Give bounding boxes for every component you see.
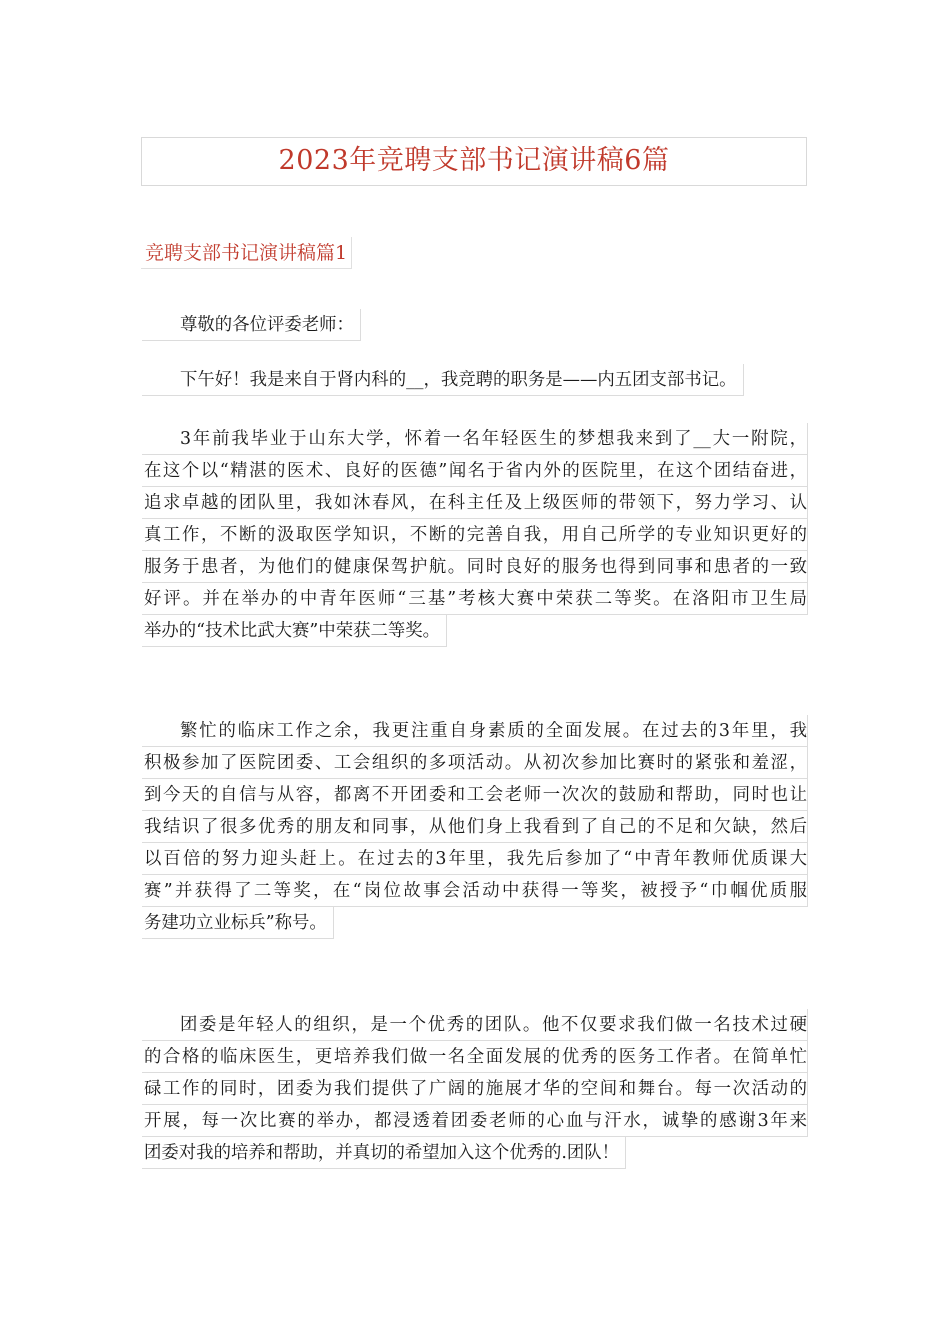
- paragraph-line: 开展，每一次比赛的举办，都浸透着团委老师的心血与汗水，诚挚的感谢3年来: [142, 1105, 808, 1137]
- paragraph-line: 我结识了很多优秀的朋友和同事，从他们身上我看到了自己的不足和欠缺，然后: [142, 811, 808, 843]
- paragraph-line: 举办的“技术比武大赛”中荣获二等奖。: [142, 615, 447, 647]
- intro-block: [142, 364, 808, 401]
- paragraph-line: 赛”并获得了二等奖，在“岗位故事会活动中获得一等奖，被授予“巾帼优质服: [142, 875, 808, 907]
- paragraph-line: 服务于患者，为他们的健康保驾护航。同时良好的服务也得到同事和患者的一致: [142, 551, 808, 583]
- paragraph-line: 追求卓越的团队里，我如沐春风，在科主任及上级医师的带领下，努力学习、认: [142, 487, 808, 519]
- paragraph-line: 的合格的临床医生，更培养我们做一名全面发展的优秀的医务工作者。在简单忙: [142, 1041, 808, 1073]
- paragraph-line: 在这个以“精湛的医术、良好的医德”闻名于省内外的医院里，在这个团结奋进，: [142, 455, 808, 487]
- intro-line: 下午好！我是来自于肾内科的__，我竞聘的职务是——内五团支部书记。: [142, 364, 744, 396]
- paragraph-line: 好评。并在举办的中青年医师“三基”考核大赛中荣获二等奖。在洛阳市卫生局: [142, 583, 808, 615]
- paragraph-line: 真工作，不断的汲取医学知识，不断的完善自我，用自己所学的专业知识更好的: [142, 519, 808, 551]
- paragraph-line: 务建功立业标兵”称号。: [142, 907, 334, 939]
- greeting-line: 尊敬的各位评委老师：: [142, 309, 361, 341]
- paragraph-1: [142, 423, 808, 652]
- paragraph-3: [142, 1009, 808, 1174]
- paragraph-2: [142, 715, 808, 944]
- paragraph-line: 团委对我的培养和帮助，并真切的希望加入这个优秀的.团队！: [142, 1137, 626, 1169]
- document-title: 2023年竞聘支部书记演讲稿6篇: [141, 137, 807, 186]
- paragraph-line: 到今天的自信与从容，都离不开团委和工会老师一次次的鼓励和帮助，同时也让: [142, 779, 808, 811]
- paragraph-line: 以百倍的努力迎头赶上。在过去的3年里，我先后参加了“中青年教师优质课大: [142, 843, 808, 875]
- paragraph-line: 繁忙的临床工作之余，我更注重自身素质的全面发展。在过去的3年里，我: [142, 715, 808, 747]
- paragraph-line: 3年前我毕业于山东大学，怀着一名年轻医生的梦想我来到了__大一附院，: [142, 423, 808, 455]
- paragraph-line: 团委是年轻人的组织，是一个优秀的团队。他不仅要求我们做一名技术过硬: [142, 1009, 808, 1041]
- greeting-block: [142, 309, 808, 346]
- paragraph-line: 积极参加了医院团委、工会组织的多项活动。从初次参加比赛时的紧张和羞涩，: [142, 747, 808, 779]
- section-heading: 竞聘支部书记演讲稿篇1: [141, 237, 352, 269]
- paragraph-line: 碌工作的同时，团委为我们提供了广阔的施展才华的空间和舞台。每一次活动的: [142, 1073, 808, 1105]
